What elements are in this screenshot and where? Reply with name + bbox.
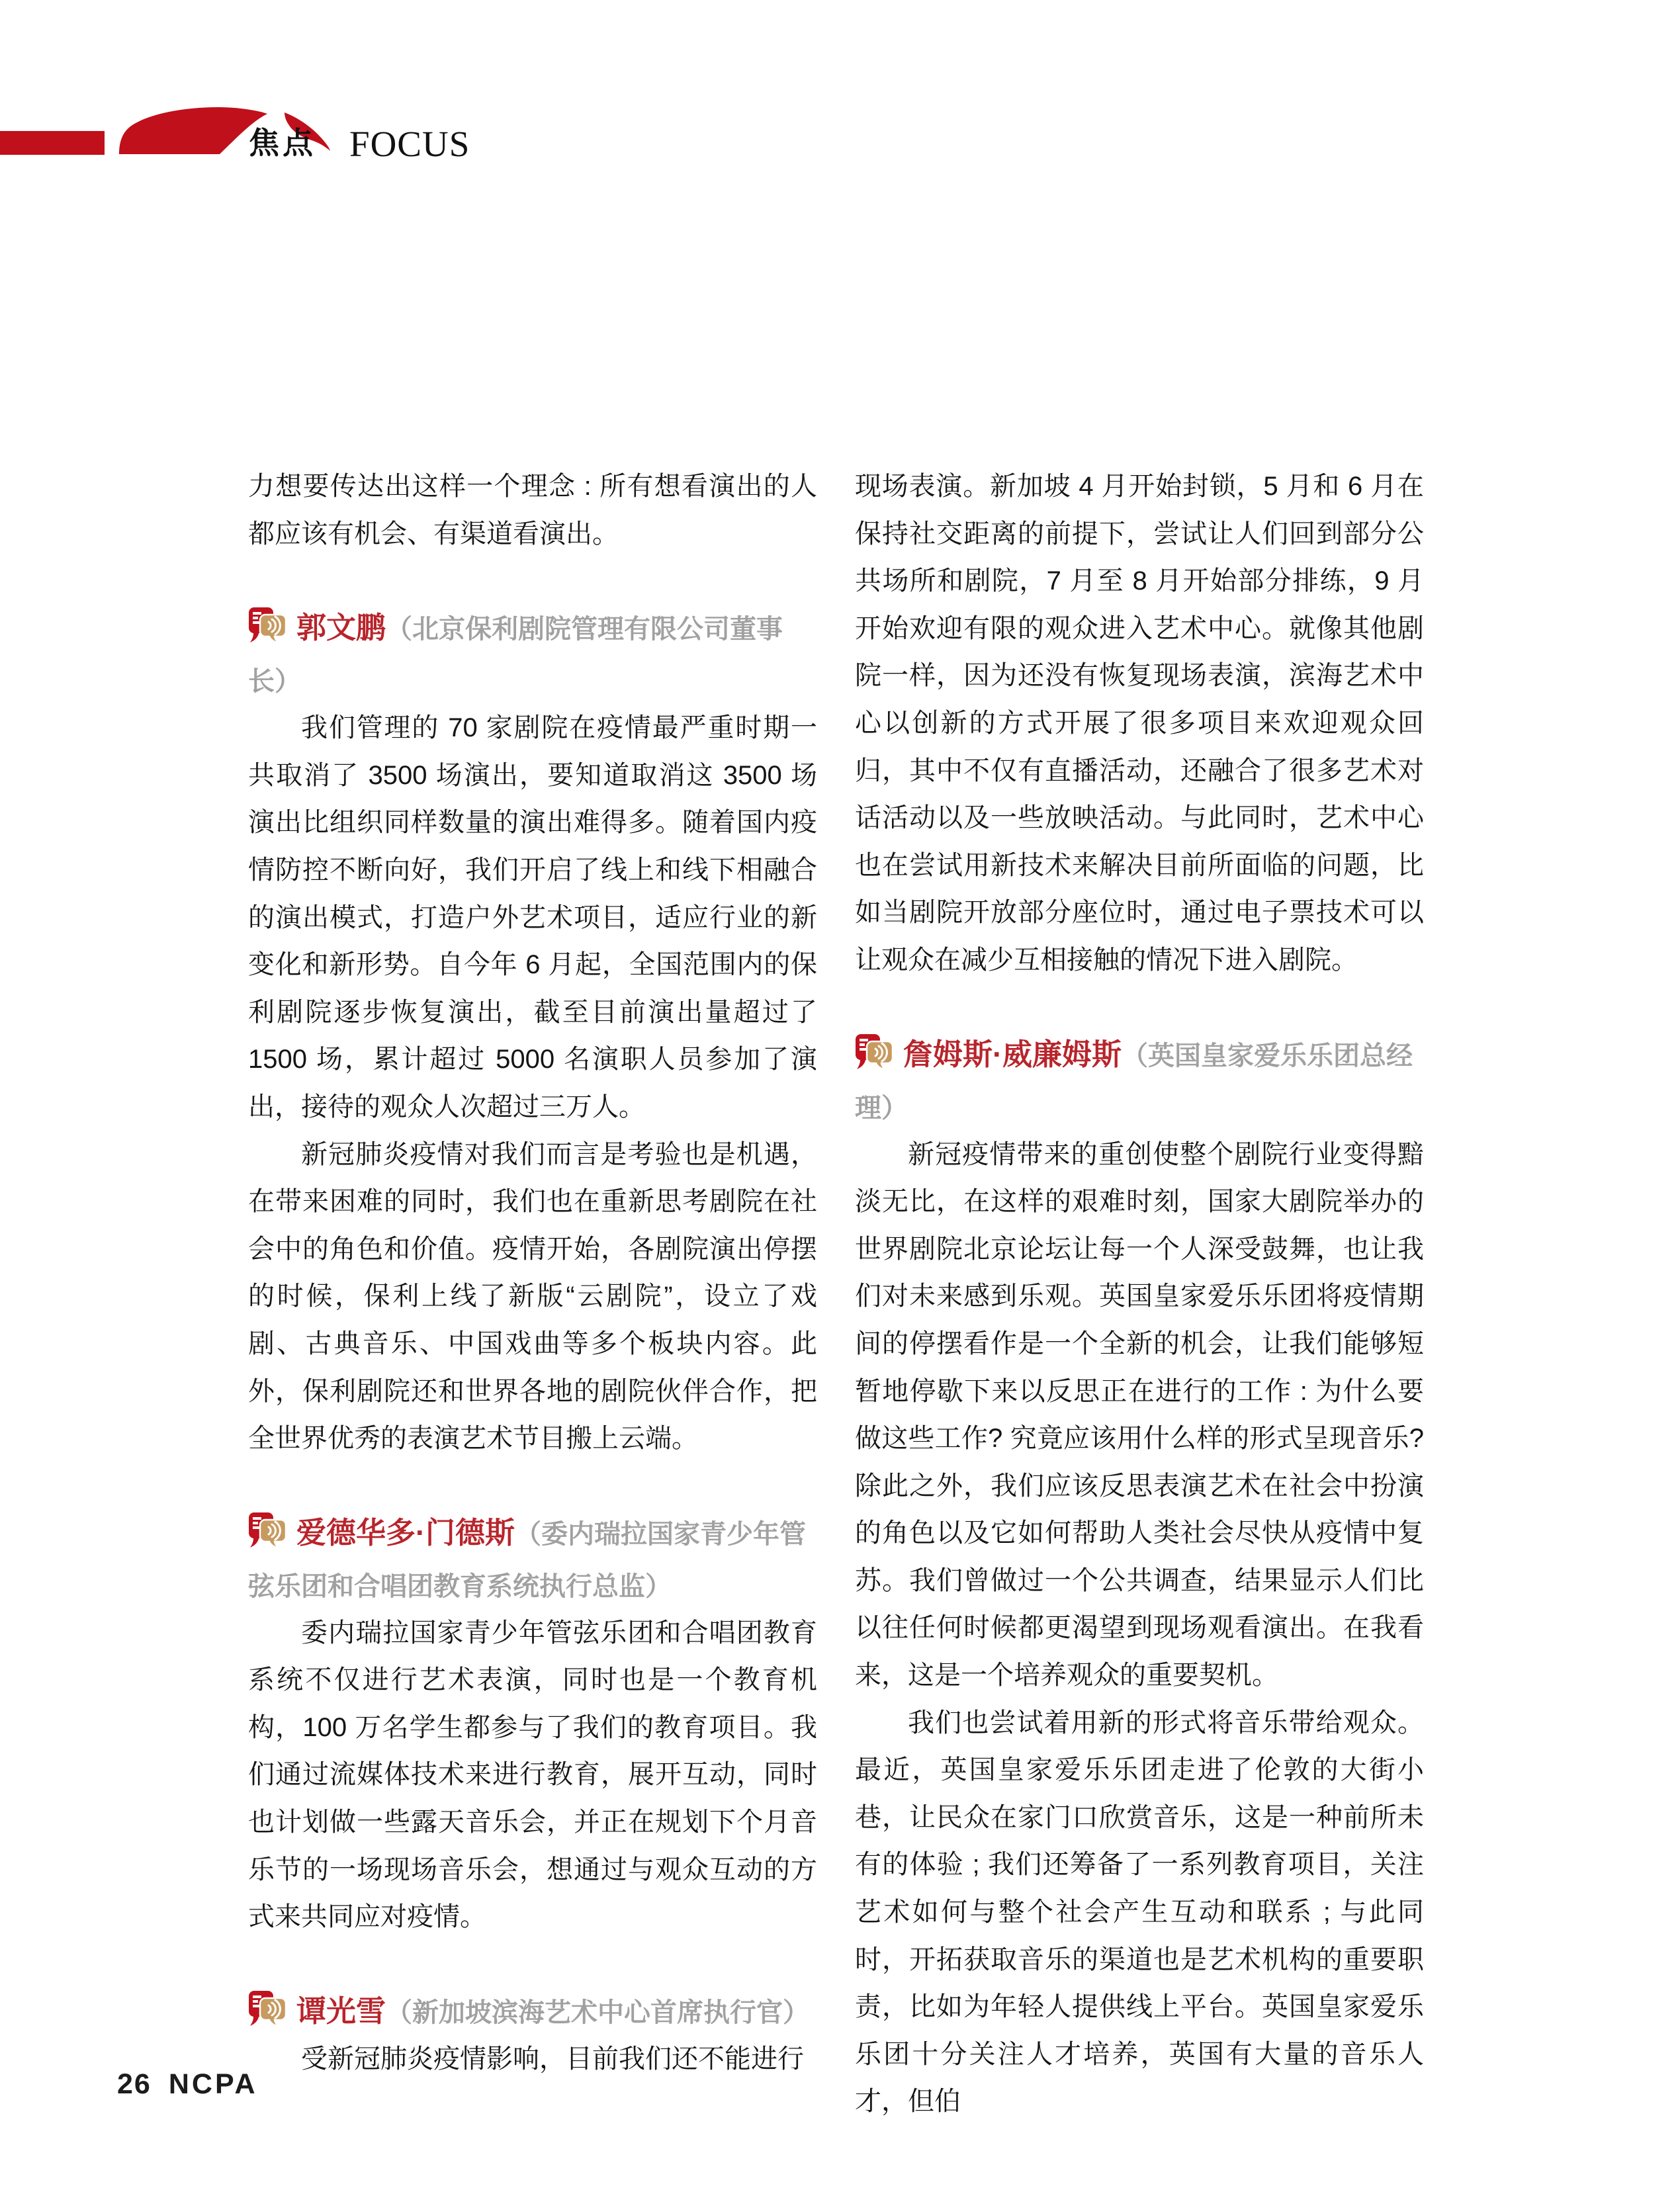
left-column	[248, 463, 817, 2083]
speaker-name: 郭文鹏	[296, 611, 386, 645]
magazine-brand: NCPA	[168, 2068, 258, 2100]
speaker-affiliation: （委内瑞拉国家青少年管弦乐团和合唱团教育系统执行总监）	[248, 1519, 806, 1601]
speech-paragraph: 我们也尝试着用新的形式将音乐带给观众。最近，英国皇家爱乐乐团走进了伦敦的大街小巷，让民众在家门口欣赏音乐，这是一种前所未有的体验 ; 我们还筹备了一系列教育项目，关注艺术如何与整个社会产生互动和联系 ; 与此同时，开拓获取音乐的渠道也是艺术机构的重要职责，比如为年轻人提供线上平台。英国皇家爱乐乐团十分关注人才培养，英国有大量的音乐人才，但伯	[855, 1708, 1424, 2117]
speech-paragraph: 我们管理的 70 家剧院在疫情最严重时期一共取消了 3500 场演出，要知道取消这 3500 场演出比组织同样数量的演出难得多。随着国内疫情防控不断向好，我们开启了线上和线下相融合的演出模式，打造户外艺术项目，适应行业的新变化和新形势。自今年 6 月起，全国范围内的保利剧院逐步恢复演出，截至目前演出量超过了 1500 场，累计超过 5000 名演职人员参加了演出，接待的观众人次超过三万人。	[248, 713, 817, 1121]
speaker-heading-eduardo-mendez	[248, 1509, 817, 1615]
speech-bubbles-icon	[248, 1512, 287, 1548]
right-column	[855, 463, 1424, 2126]
speech-bubbles-icon	[248, 1990, 287, 2027]
speech-paragraph: 委内瑞拉国家青少年管弦乐团和合唱团教育系统不仅进行艺术表演，同时也是一个教育机构，100 万名学生都参与了我们的教育项目。我们通过流媒体技术来进行教育，展开互动，同时也计划做一些露天音乐会，并正在规划下个月音乐节的一场现场音乐会，想通过与观众互动的方式来共同应对疫情。	[248, 1618, 817, 1932]
speaker-name: 谭光雪	[296, 1993, 386, 2028]
section-title-english: FOCUS	[349, 124, 470, 164]
continued-paragraph: 现场表演。新加坡 4 月开始封锁，5 月和 6 月在保持社交距离的前提下，尝试让人们回到部分公共场所和剧院，7 月至 8 月开始部分排练，9 月开始欢迎有限的观众进入艺术中心。就像其他剧院一样，因为还没有恢复现场表演，滨海艺术中心以创新的方式开展了很多项目来欢迎观众回归，其中不仅有直播活动，还融合了很多艺术对话活动以及一些放映活动。与此同时，艺术中心也在尝试用新技术来解决目前所面临的问题，比如当剧院开放部分座位时，通过电子票技术可以让观众在减少互相接触的情况下进入剧院。	[855, 472, 1424, 975]
continued-paragraph: 力想要传达出这样一个理念 : 所有想看演出的人都应该有机会、有渠道看演出。	[248, 472, 817, 548]
speaker-affiliation: （英国皇家爱乐乐团总经理）	[855, 1041, 1413, 1123]
speaker-name: 詹姆斯·威廉姆斯	[903, 1037, 1122, 1071]
speech-bubbles-icon	[248, 607, 287, 643]
speaker-heading-tan-guangxue	[248, 1988, 817, 2041]
header-red-bar	[0, 131, 105, 155]
speaker-affiliation: （北京保利剧院管理有限公司董事长）	[248, 615, 783, 697]
page-number: 26	[117, 2068, 152, 2100]
speaker-heading-guo-wenpeng	[248, 604, 817, 710]
speech-paragraph: 受新冠肺炎疫情影响，目前我们还不能进行	[301, 2044, 804, 2074]
section-title-chinese: 焦点	[249, 126, 316, 160]
speaker-affiliation: （新加坡滨海艺术中心首席执行官）	[386, 1997, 810, 2027]
speech-paragraph: 新冠肺炎疫情对我们而言是考验也是机遇，在带来困难的同时，我们也在重新思考剧院在社会中的角色和价值。疫情开始，各剧院演出停摆的时候，保利上线了新版“云剧院”，设立了戏剧、古典音乐、中国戏曲等多个板块内容。此外，保利剧院还和世界各地的剧院伙伴合作，把全世界优秀的表演艺术节目搬上云端。	[248, 1139, 817, 1454]
speech-paragraph: 新冠疫情带来的重创使整个剧院行业变得黯淡无比，在这样的艰难时刻，国家大剧院举办的世界剧院北京论坛让每一个人深受鼓舞，也让我们对未来感到乐观。英国皇家爱乐乐团将疫情期间的停摆看作是一个全新的机会，让我们能够短暂地停歇下来以反思正在进行的工作 : 为什么要做这些工作? 究竟应该用什么样的形式呈现音乐? 除此之外，我们应该反思表演艺术在社会中扮演的角色以及它如何帮助人类社会尽快从疫情中复苏。我们曾做过一个公共调查，结果显示人们比以往任何时候都更渴望到现场观看演出。在我看来，这是一个培养观众的重要契机。	[855, 1139, 1424, 1690]
page-footer	[117, 2068, 258, 2101]
speaker-name: 爱德华多·门德斯	[296, 1515, 515, 1550]
speech-bubbles-icon	[855, 1033, 894, 1070]
speaker-heading-james-williams	[855, 1031, 1424, 1137]
